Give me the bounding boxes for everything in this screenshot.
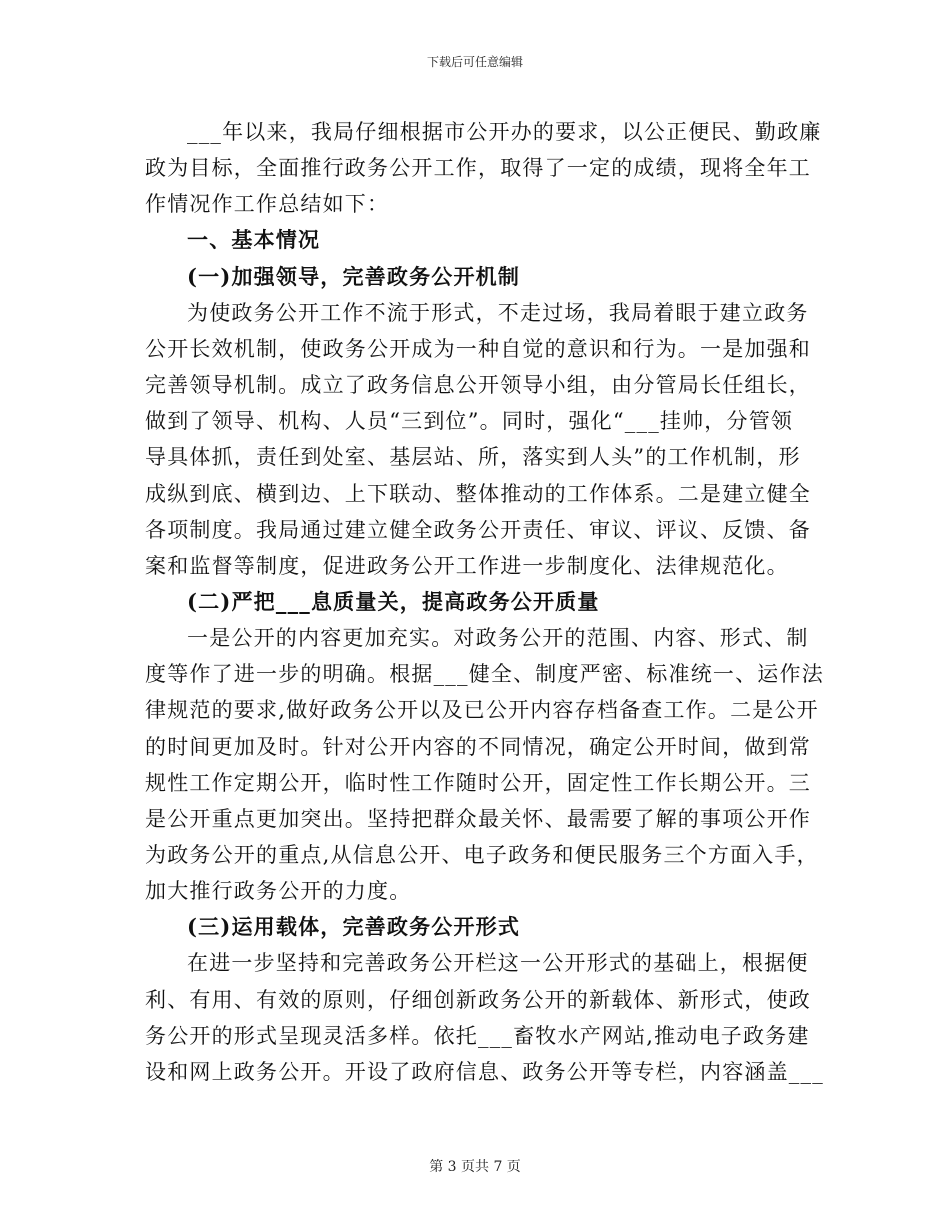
page-footer: 第 3 页共 7 页 [429, 1159, 521, 1175]
text-line: 案和监督等制度，促进政务公开工作进一步制度化、法律规范化。 [145, 553, 789, 578]
text-line: 规性工作定期公开，临时性工作随时公开，固定性工作长期公开。三 [145, 770, 811, 795]
text-line: 设和网上政务公开。开设了政府信息、政务公开等专栏，内容涵盖___ [145, 1059, 824, 1084]
text-line: 在进一步坚持和完善政务公开栏这一公开形式的基础上，根据便 [187, 951, 809, 976]
text-line: 度等作了进一步的明确。根据___健全、制度严密、标准统一、运作法 [145, 662, 824, 687]
text-line: 成纵到底、横到边、上下联动、整体推动的工作体系。二是建立健全 [145, 481, 811, 506]
text-line: 务公开的形式呈现灵活多样。依托___畜牧水产网站,推动电子政务建 [145, 1023, 810, 1048]
text-line: 做到了领导、机构、人员“三到位”。同时，强化“___挂帅，分管领 [145, 409, 794, 434]
text-line: 公开长效机制，使政务公开成为一种自觉的意识和行为。一是加强和 [145, 336, 811, 361]
text-line: 政为目标，全面推行政务公开工作，取得了一定的成绩，现将全年工 [145, 156, 811, 181]
text-line: 律规范的要求,做好政务公开以及已公开内容存档备查工作。二是公开 [145, 698, 819, 723]
text-line: 一是公开的内容更加充实。对政务公开的范围、内容、形式、制 [187, 626, 809, 651]
section-heading: (二)严把___息质量关，提高政务公开质量 [187, 588, 600, 614]
text-line: 作情况作工作总结如下： [145, 192, 390, 217]
text-line: 的时间更加及时。针对公开内容的不同情况，确定公开时间，做到常 [145, 734, 811, 759]
section-heading: (三)运用载体，完善政务公开形式 [187, 914, 521, 940]
text-line: 各项制度。我局通过建立健全政务公开责任、审议、评议、反馈、备 [145, 517, 811, 542]
text-line: 加大推行政务公开的力度。 [145, 879, 412, 904]
text-line: 利、有用、有效的原则，仔细创新政务公开的新载体、新形式，使政 [145, 987, 811, 1012]
text-line: 为政务公开的重点,从信息公开、电子政务和便民服务三个方面入手， [145, 843, 819, 867]
text-line: 为使政务公开工作不流于形式，不走过场，我局着眼于建立政务 [187, 300, 809, 325]
section-heading: 一、基本情况 [187, 227, 321, 253]
text-line: 导具体抓，责任到处室、基层站、所，落实到人头”的工作机制，形 [145, 445, 801, 470]
page-header: 下载后可任意编辑 [426, 55, 523, 69]
text-line: 是公开重点更加突出。坚持把群众最关怀、最需要了解的事项公开作 [145, 806, 811, 831]
section-heading: (一)加强领导，完善政务公开机制 [187, 263, 521, 289]
text-line: ___年以来，我局仔细根据市公开办的要求，以公正便民、勤政廉 [187, 120, 822, 144]
text-line: 完善领导机制。成立了政务信息公开领导小组，由分管局长任组长， [145, 373, 811, 398]
